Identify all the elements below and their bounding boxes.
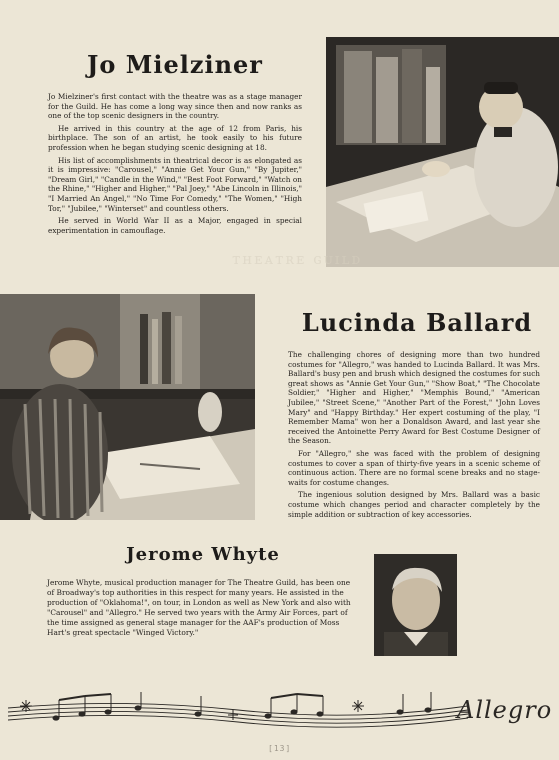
ballard-photo <box>0 294 255 520</box>
mielziner-photo <box>326 37 559 267</box>
mielziner-paragraph-2: He arrived in this country at the age of 12 from Paris, his birthplace. The son of an artist, he took easily to his future profession when he began studying scenic designing at 18. <box>48 123 302 152</box>
whyte-paragraph-1: Jerome Whyte, musical production manager for The Theatre Guild, has been one of Broadway's top authorities in this respect for many years. He assisted in the production of "Oklahoma!", on tour, in London as well as New York and also with "Carousel" and "Allegro." He served two years with the Army Air Forces, part of the time assigned as general stage manager for the AAF's production of Moss Hart's great spectacle "Winged Victory." <box>47 578 351 637</box>
whyte-photo-illustration <box>374 554 457 656</box>
ballard-paragraph-2: For "Allegro," she was faced with the problem of designing costumes to cover a span of thirty-five years in a scenic scheme of continuous action. There are no formal scene breaks and no stage-waits for costume changes. <box>288 448 540 487</box>
page-number: [13] <box>268 744 292 753</box>
whyte-photo <box>374 554 457 656</box>
ballard-photo-illustration <box>0 294 255 520</box>
footer-music-staff <box>8 690 468 730</box>
ballard-paragraph-1: The challenging chores of designing more than two hundred costumes for "Allegro," was handed to Lucinda Ballard. It was Mrs. Ballard's busy pen and brush which designed the costumes for such great shows as "Annie Get Your Gun," "Show Boat," "The Chocolate Soldier," "Higher and Higher," "Memphis Bound," "American Jubilee," "Street Scene," "Another Part of the Forest," "John Loves Mary" and "Happy Birthday." Her expert costuming of the play, "I Remember Mama" won her a Donaldson Award, and last year she received the Antoinette Perry Award for Best Costume Designer of the Season. <box>288 350 540 446</box>
mielziner-paragraph-1: Jo Mielziner's first contact with the theatre was as a stage manager for the Guild. He has come a long way since then and now ranks as one of the top scenic designers in the country. <box>48 92 302 121</box>
allegro-logo: Allegro <box>457 696 553 724</box>
mielziner-paragraph-3: His list of accomplishments in theatrical decor is as elongated as it is impressive: "Carousel," "Annie Get Your Gun," "By Jupiter," "Dream Girl," "Candle in the Wind," "Best Foot Forward," "Watch on the Rhine," "Higher and Higher," "Pal Joey," "Abe Lincoln in Illinois," "I Married An Angel," "No Time For Comedy," "The Women," "High Tor," "Jubilee," "Winterset" and countless others. <box>48 155 302 213</box>
mielziner-article <box>48 92 302 238</box>
mielziner-photo-illustration <box>326 37 559 267</box>
mielziner-heading: Jo Mielziner <box>87 50 263 79</box>
whyte-article <box>47 578 359 641</box>
mielziner-paragraph-4: He served in World War II as a Major, engaged in special experimentation in camouflage. <box>48 216 302 235</box>
ballard-paragraph-3: The ingenious solution designed by Mrs. Ballard was a basic costume which changes period and character completely by the simple addition or subtraction of key accessories. <box>288 490 540 519</box>
ballard-article <box>288 350 540 522</box>
ballard-heading: Lucinda Ballard <box>301 308 533 337</box>
watermark-text: ᴛʜᴇᴀᴛʀᴇ ɢᴜɪʟᴅ <box>232 250 363 268</box>
whyte-heading: Jerome Whyte <box>126 544 280 565</box>
